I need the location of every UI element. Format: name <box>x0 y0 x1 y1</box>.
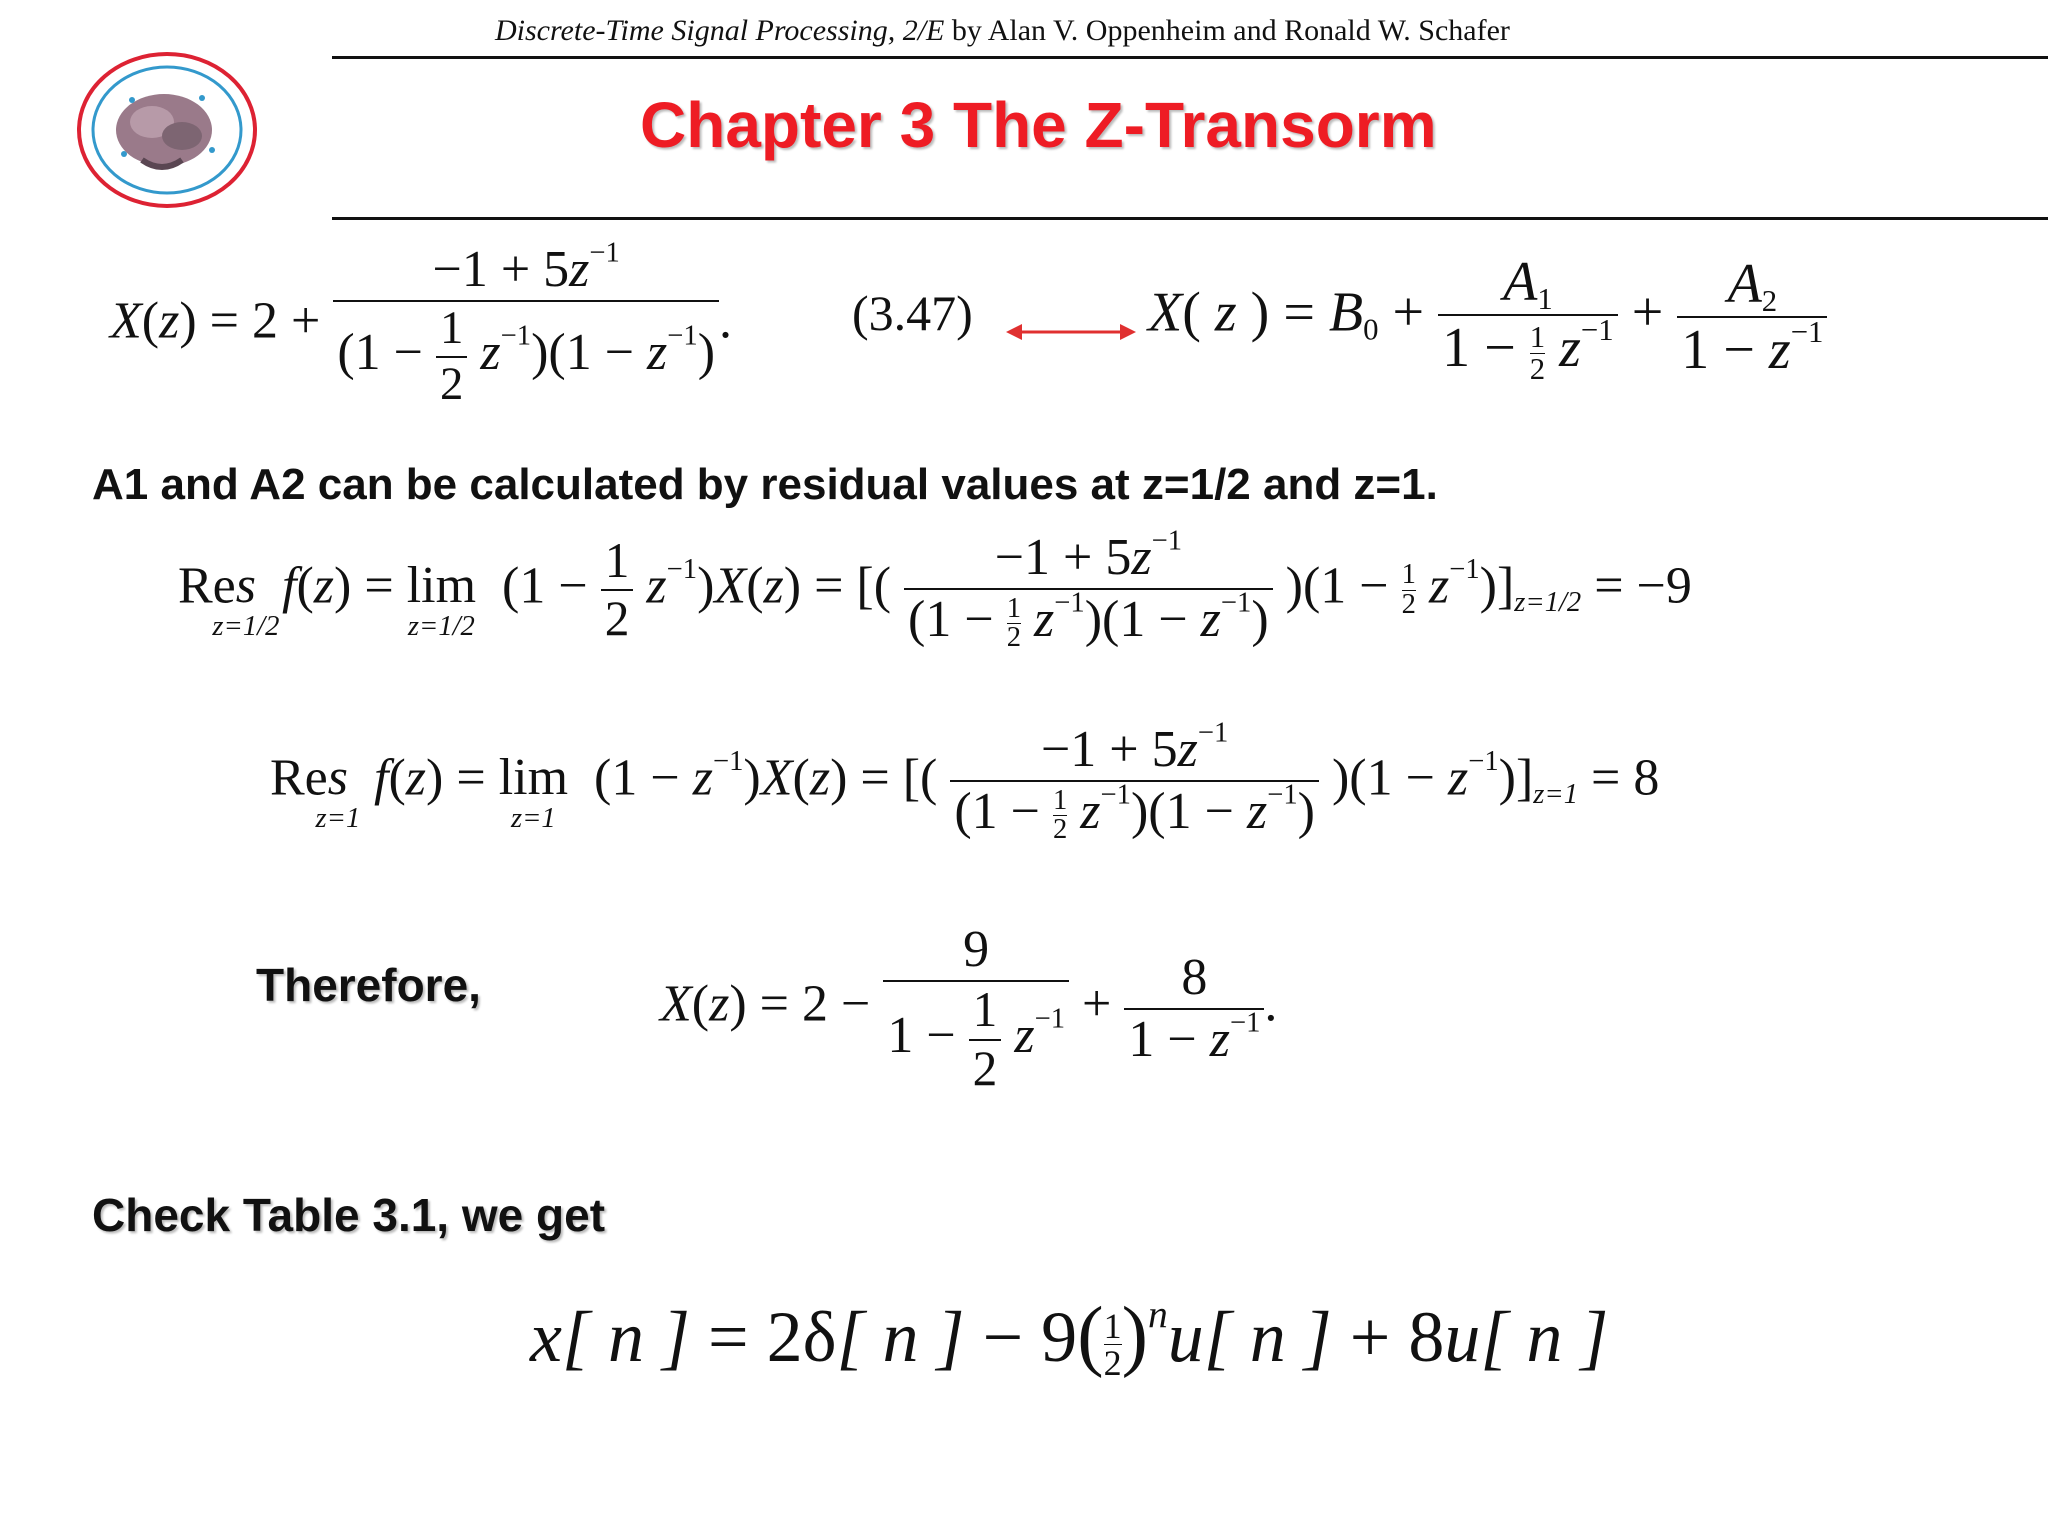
residual-note: A1 and A2 can be calculated by residual values at z=1/2 and z=1. <box>92 460 1438 509</box>
residue-one-result: = 8 <box>1591 749 1660 807</box>
residue-one: Res z=1 f(z) = lim z=1 $(1 - z^{-1})X(z)$ = [( $-1 + 5z^{-1}$ (1 − $\frac{1}{2}$ $z^{-1})(1 - z^{-1})$ )$(1 - z^{-1})]_{z=1} = 8$ <box>270 717 1660 846</box>
eq-3-47-fraction: $-1 + 5z^{-1}$ (1 − $\frac{1}{2}$ $z^{-1})(1 - z^{-1})$ <box>333 240 719 411</box>
double-arrow-icon <box>1006 318 1136 351</box>
book-authors: by Alan V. Oppenheim and Ronald W. Schafer <box>951 14 1510 47</box>
check-table-note: Check Table 3.1, we get <box>92 1189 606 1241</box>
residue-half: Res z=1/2 f(z) = lim z=1/2 (1 − $\frac{1}{2}$ $z^{-1})X(z)$ = [( $-1 + 5z^{-1}$ (1 − $\frac{1}{2}$ $z^{-1})(1 - z^{-1})$ )(1 − $\frac{1}{2}$ $z^{-1})]_{z=1/2} = -9$ <box>178 525 1692 654</box>
residue-half-result: = −9 <box>1594 557 1692 615</box>
result-x-z: X(z) = 2 − 9 1 − $\frac{1}{2}$ $z^{-1}$ + $\frac{8}{1 - z^{-1}}$ . <box>660 921 1278 1096</box>
header-top-rule <box>332 56 2048 59</box>
partial-fraction-form: X( z ) = $B_0$ + $A_1$ 1 − $\frac{1}{2}$ $z^{-1}$ + $\frac{A_2}{1 - z^{-1}}$ <box>1148 250 1827 385</box>
header-bottom-rule <box>332 217 2048 220</box>
book-title <box>495 14 1510 48</box>
book-title-text: Discrete-Time Signal Processing, 2/E <box>495 14 945 47</box>
equation-number: (3.47) <box>852 285 973 341</box>
lab-logo <box>72 50 262 210</box>
chapter-title: Chapter 3 The Z-Transorm <box>640 89 1437 161</box>
equation-3-47: X(z) = 2 + $-1 + 5z^{-1}$ (1 − $\frac{1}{2}$ $z^{-1})(1 - z^{-1})$ . <box>110 237 733 410</box>
brain-logo-icon <box>72 50 262 210</box>
final-sequence: x[ n ] = 2δ[ n ] − 9( $\frac{1}{2}$ )$^n$u[ n ] + 8u[ n ] <box>530 1291 1609 1383</box>
therefore-label: Therefore, <box>256 959 481 1011</box>
